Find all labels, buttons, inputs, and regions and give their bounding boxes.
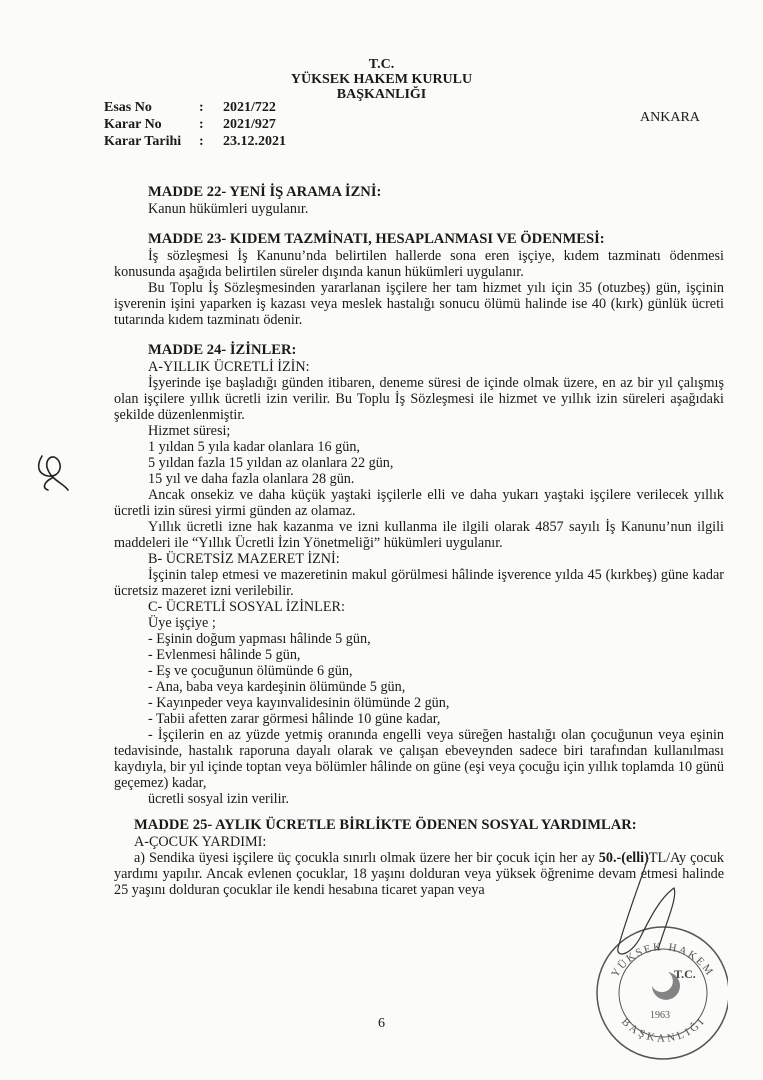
madde25-a-title: A-ÇOCUK YARDIMI: [134,834,267,850]
page-number: 6 [378,1016,385,1031]
madde25-p1-bold: 50.-(elli) [598,850,649,866]
madde24-a-p3: Yıllık ücretli izne hak kazanma ve izni kullanma ile ilgili olarak 4857 sayılı İş Kanunu’nun ilgili maddeleri ile “Yıllık Ücretli İzin Yönetmeliği” hükümleri uygulanır. [114,519,724,551]
madde24-a-service: Hizmet süresi; [148,423,231,439]
meta-sep: : [199,134,204,149]
madde24-title: MADDE 24- İZİNLER: [148,342,297,358]
madde25-p1-start: a) Sendika üyesi işçilere üç çocukla sınırlı olmak üzere her bir çocuk için her ay [134,850,599,866]
header-presidency: BAŞKANLIĞI [336,87,427,102]
meta-label: Karar Tarihi [104,134,182,149]
svg-text:YÜKSEK HAKEM [609,941,716,979]
meta-sep: : [199,100,204,115]
city: ANKARA [640,110,700,125]
madde24-c-intro: Üye işçiye ; [148,615,216,631]
meta-label: Esas No [104,100,152,115]
meta-value: 2021/722 [223,100,276,115]
meta-label: Karar No [104,117,162,132]
list-item: - Evlenmesi hâlinde 5 gün, [148,647,301,663]
madde24-b-title: B- ÜCRETSİZ MAZERET İZNİ: [148,551,340,567]
header-institution: YÜKSEK HAKEM KURULU [290,72,473,87]
madde24-a-title: A-YILLIK ÜCRETLİ İZİN: [148,359,310,375]
madde24-c-end: ücretli sosyal izin verilir. [148,791,290,807]
meta-row-esas [104,99,286,116]
madde25-p1-end: TL/Ay çocuk yardımı yapılır. Ancak evlenen çocuklar, 18 yaşını dolduran veya yüksek öğrenime devam etmesi halinde 25 yaşını dolduran çocuklar ile kendi hesabına ticaret yapan veya [114,850,724,898]
seal-center-text: T.C. [674,967,696,981]
madde24-b-p1: İşçinin talep etmesi ve mazeretinin makul görülmesi hâlinde işverence yılda 45 (kırkbeş) güne kadar ücretsiz mazeret izni verilebilir. [114,567,724,599]
seal-top-text: YÜKSEK HAKEM [609,941,717,980]
meta-value: 23.12.2021 [223,134,286,149]
meta-row-karar [104,116,286,133]
madde24-c-title: C- ÜCRETLİ SOSYAL İZİNLER: [148,599,345,615]
list-item: - Eş ve çocuğunun ölümünde 6 gün, [148,663,353,679]
header-tc: T.C. [368,57,395,72]
madde23-p1: İş sözleşmesi İş Kanunu’nda belirtilen hallerde sona eren işçiye, kıdem tazminatı ödenmesi konusunda aşağıda belirtilen süreler dışında kanun hükümleri uygulanır. [114,248,724,280]
madde24-c-last: - İşçilerin en az yüzde yetmiş oranında engelli veya süreğen hastalığı olan çocuğunun veya eşinin tedavisinde, hastalık raporuna dayalı olarak ve çalışan ebeveynden sadece biri tarafından kullanılması kaydıyla, bir yıl içinde toptan veya bölümler hâlinde on güne (eşi veya çocuğu için yıllık toplamda 10 günü geçemez) kadar, [114,727,724,791]
meta-row-tarih [104,133,286,150]
document-body [114,184,724,898]
list-item: - Kayınpeder veya kayınvalidesinin ölümünde 2 gün, [148,695,450,711]
madde25-title: MADDE 25- AYLIK ÜCRETLE BİRLİKTE ÖDENEN SOSYAL YARDIMLAR: [134,817,637,833]
seal-year-text: 1963 [650,1010,670,1021]
meta-value: 2021/927 [223,117,276,132]
madde24-a-l2: 5 yıldan fazla 15 yıldan az olanlara 22 gün, [148,455,394,471]
meta-sep: : [199,117,204,132]
madde24-a-p1: İşyerinde işe başladığı günden itibaren, deneme süresi de içinde olmak üzere, en az bir yıl çalışmış olan işçilere yıllık ücretli izin verilir. Bu Toplu İş Sözleşmesi ile hizmet ve yıllık izin süreleri aşağıdaki şekilde düzenlenmiştir. [114,375,724,423]
madde23-p2: Bu Toplu İş Sözleşmesinden yararlanan işçilere her tam hizmet yılı için 35 (otuzbeş) gün, işçinin işverenin işini yaparken iş kazası veya meslek hastalığı sonucu ölümü halinde ise 40 (kırk) günlük ücreti tutarında kıdem tazminatı ödenir. [114,280,724,328]
madde23-title: MADDE 23- KIDEM TAZMİNATI, HESAPLANMASI VE ÖDENMESİ: [148,231,605,247]
handwritten-mark-icon [34,452,74,494]
madde24-a-p2: Ancak onsekiz ve daha küçük yaştaki işçilerle elli ve daha yukarı yaştaki işçilere verilecek yıllık ücretli izin süresi yirmi günden az olamaz. [114,487,724,519]
official-seal-icon [578,858,728,1068]
list-item: - Eşinin doğum yapması hâlinde 5 gün, [148,631,371,647]
signature [618,858,675,954]
seal-bottom-text: BAŞKANLIĞI [619,1014,709,1045]
list-item: - Ana, baba veya kardeşinin ölümünde 5 gün, [148,679,406,695]
case-meta [104,99,286,150]
madde22-text: Kanun hükümleri uygulanır. [148,201,309,217]
madde22-title: MADDE 22- YENİ İŞ ARAMA İZNİ: [148,184,382,200]
madde24-a-l3: 15 yıl ve daha fazla olanlara 28 gün. [148,471,355,487]
list-item: - Tabii afetten zarar görmesi hâlinde 10 güne kadar, [148,711,441,727]
madde24-a-l1: 1 yıldan 5 yıla kadar olanlara 16 gün, [148,439,360,455]
